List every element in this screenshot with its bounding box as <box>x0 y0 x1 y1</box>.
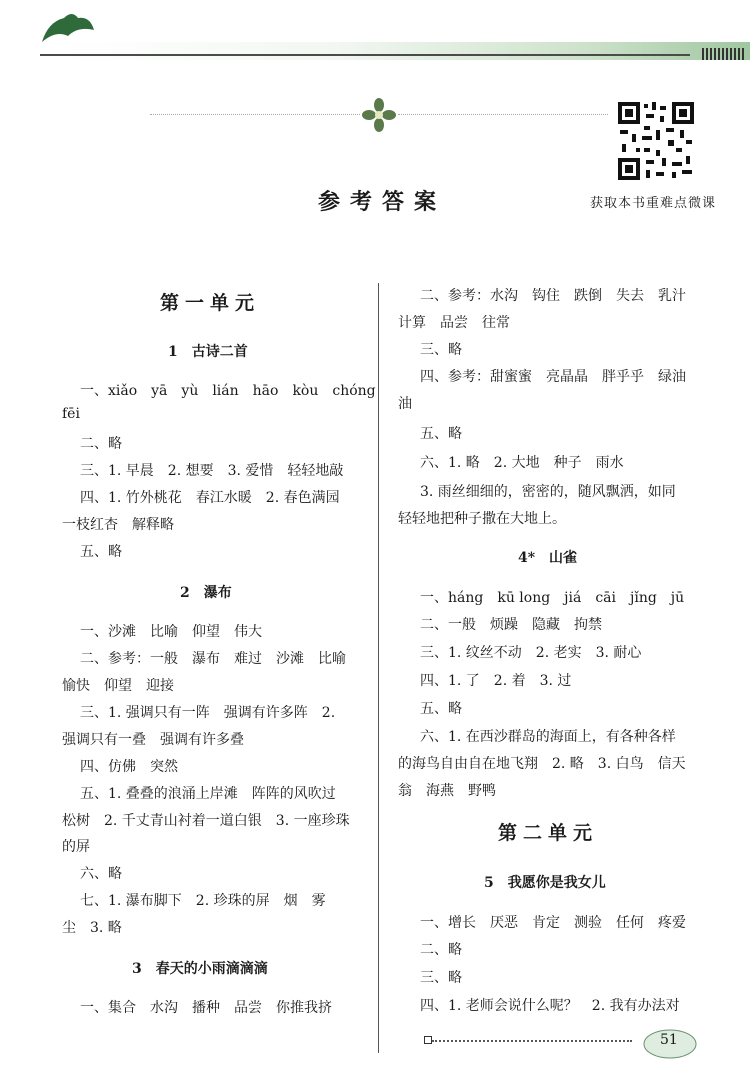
answer-line: 四、1. 老师会说什么呢？ 2. 我有办法对 <box>420 998 680 1014</box>
answer-line: 的海鸟自由自在地飞翔 2. 略 3. 白鸟 信天 <box>398 756 686 772</box>
answer-line: 一、沙滩 比喻 仰望 伟大 <box>80 624 262 640</box>
page-number: 51 <box>660 1032 678 1048</box>
answer-line: 三、1. 强调只有一阵 强调有许多阵 2. <box>80 705 336 721</box>
answer-line: 一、háng kū long jiá cāi jǐng jū <box>420 590 685 606</box>
answer-line: 松树 2. 千丈青山衬着一道白银 3. 一座珍珠 <box>62 813 350 829</box>
answer-line: 六、1. 在西沙群岛的海面上，有各种各样 <box>420 729 676 745</box>
answer-line: 五、略 <box>420 701 462 717</box>
answer-line: 四、1. 了 2. 着 3. 过 <box>420 673 572 689</box>
answer-line: 翁 海燕 野鸭 <box>398 783 496 799</box>
answer-line: 四、仿佛 突然 <box>80 759 178 775</box>
answer-line: 愉快 仰望 迎接 <box>62 678 174 694</box>
footer-dotted-rule <box>432 1040 632 1042</box>
footer-marker <box>424 1036 432 1044</box>
answer-line: 尘 3. 略 <box>62 920 122 936</box>
answer-line: 六、略 <box>80 866 122 882</box>
lesson-title: 3 春天的小雨滴滴滴 <box>132 961 268 977</box>
ornament-rule <box>398 114 608 115</box>
header-ticks <box>702 48 746 60</box>
answer-line: 四、1. 竹外桃花 春江水暖 2. 春色满园 <box>80 490 340 506</box>
unit-title: 第一单元 <box>160 292 261 314</box>
page-title: 参考答案 <box>318 189 447 215</box>
answer-line: 二、略 <box>420 942 462 958</box>
unit-title: 第二单元 <box>498 822 599 844</box>
answer-line: 六、1. 略 2. 大地 种子 雨水 <box>420 455 624 471</box>
answer-line: 三、1. 早晨 2. 想要 3. 爱惜 轻轻地敲 <box>80 463 344 479</box>
lesson-title: 4* 山雀 <box>518 550 578 566</box>
answer-line: 一、xiǎo yā yù lián hāo kòu chóng <box>80 383 376 399</box>
ginkgo-leaf-icon <box>38 8 98 48</box>
answer-line: 三、1. 纹丝不动 2. 老实 3. 耐心 <box>420 645 642 661</box>
answer-line: 二、略 <box>80 436 122 452</box>
answer-line: 一、增长 厌恶 肯定 测验 任何 疼爱 <box>420 915 686 931</box>
answer-line: 二、参考：水沟 钩住 跌倒 失去 乳汁 <box>420 288 686 304</box>
answer-line: 的屏 <box>62 839 90 855</box>
answer-line: 三、略 <box>420 342 462 358</box>
answer-line: 五、略 <box>420 426 462 442</box>
answer-line: 二、参考：一般 瀑布 难过 沙滩 比喻 <box>80 651 346 667</box>
lesson-title: 5 我愿你是我女儿 <box>484 875 606 891</box>
answer-line: 三、略 <box>420 970 462 986</box>
answer-line: 七、1. 瀑布脚下 2. 珍珠的屏 烟 雾 <box>80 893 326 909</box>
answer-line: 一、集合 水沟 播种 品尝 你推我挤 <box>80 1000 332 1016</box>
answer-line: fēi <box>62 406 80 422</box>
answer-line: 3. 雨丝细细的，密密的，随风飘洒，如同 <box>420 484 676 500</box>
qr-code-icon[interactable] <box>616 100 696 182</box>
answer-line: 五、略 <box>80 544 122 560</box>
header-band <box>60 42 750 60</box>
answer-line: 五、1. 叠叠的浪涌上岸滩 阵阵的风吹过 <box>80 786 336 802</box>
answer-line: 二、一般 烦躁 隐藏 拘禁 <box>420 617 602 633</box>
lesson-title: 2 瀑布 <box>180 585 232 601</box>
qr-caption: 获取本书重难点微课 <box>590 196 717 211</box>
flower-ornament-icon <box>362 98 396 132</box>
answer-line: 一枝红杏 解释略 <box>62 517 174 533</box>
answer-line: 油 <box>398 396 412 412</box>
answer-line: 四、参考：甜蜜蜜 亮晶晶 胖乎乎 绿油 <box>420 369 686 385</box>
lesson-title: 1 古诗二首 <box>168 344 248 360</box>
header-rule <box>40 54 690 56</box>
ornament-rule <box>150 114 360 115</box>
answer-line: 强调只有一叠 强调有许多叠 <box>62 732 244 748</box>
column-divider <box>378 283 379 1053</box>
answer-line: 轻轻地把种子撒在大地上。 <box>398 511 566 527</box>
answer-line: 计算 品尝 往常 <box>398 315 510 331</box>
